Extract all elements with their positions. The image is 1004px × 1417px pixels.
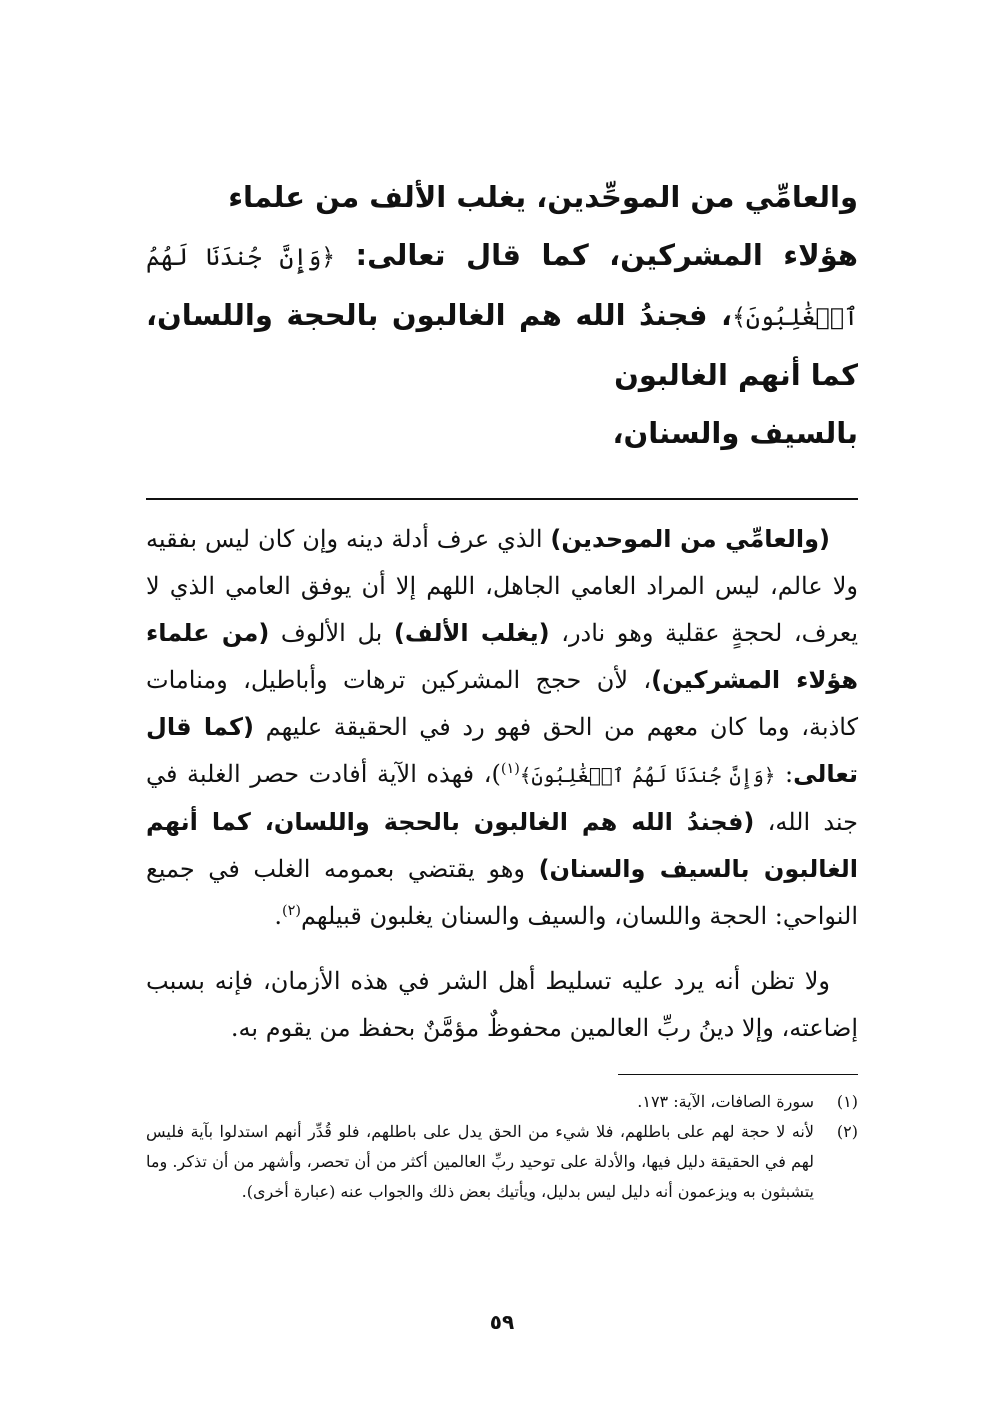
footnote-text: لأنه لا حجة لهم على باطلهم، فلا شيء من الحق يدل على باطلهم، فلو قُدِّر أنهم استدلوا بآية فليس لهم في الحقيقة دليل فيها، والأدلة على توحيد ربِّ العالمين أكثر من أن تحصر، وأشهر من أن تذكر. وما يتشبثون به ويزعمون أنه دليل ليس بدليل، ويأتيك بعض ذلك والجواب عنه (عبارة أخرى).: [146, 1122, 814, 1201]
page-body: [146, 168, 858, 1207]
quoted-phrase: (من علماء هؤلاء المشركين): [146, 619, 859, 694]
footnote-1: [146, 1087, 858, 1117]
footnote-text: سورة الصافات، الآية: ١٧٣.: [637, 1092, 814, 1111]
quran-verse: ﴿وَإِنَّ جُندَنَا لَهُمُ ٱلۡغَٰلِبُونَ﴾: [519, 764, 776, 787]
section-divider: [146, 498, 858, 500]
main-text: [146, 168, 858, 462]
commentary-paragraph-2: ولا تظن أنه يرد عليه تسليط أهل الشر في هذه الأزمان، فإنه بسبب إضاعته، وإلا دينُ ربِّ العالمين محفوظٌ مؤمَّنٌ بحفظ من يقوم به.: [146, 967, 858, 1042]
quran-verse: ﴿وَإِنَّ جُندَنَا لَهُمُ ٱلۡغَٰلِبُونَ﴾: [146, 243, 858, 331]
main-text-line-2: هؤلاء المشركين، كما قال تعالى: ﴿وَإِنَّ جُندَنَا لَهُمُ ٱلۡغَٰلِبُونَ﴾، فجندُ الله هم الغالبون بالحجة واللسان، كما أنهم الغالبون: [146, 238, 858, 392]
quoted-phrase: (يغلب الألف): [393, 619, 550, 647]
footnote-marker-1[interactable]: (١): [500, 761, 520, 777]
footnote-divider: [618, 1074, 858, 1075]
main-text-line-1: والعامِّي من الموحِّدين، يغلب الألف من علماء: [228, 180, 858, 214]
footnote-number: (٢): [836, 1122, 858, 1141]
quoted-phrase: (فجندُ الله هم الغالبون بالحجة واللسان، كما أنهم الغالبون بالسيف والسنان): [146, 808, 858, 883]
footnote-number: (١): [836, 1092, 858, 1111]
quoted-phrase: (والعامِّي من الموحدين): [550, 525, 830, 553]
footnote-marker-2[interactable]: (٢): [281, 903, 301, 919]
footnotes: [146, 1087, 858, 1207]
commentary-paragraph-1: (والعامِّي من الموحدين) الذي عرف أدلة دينه وإن كان ليس بفقيه ولا عالم، ليس المراد العامي الجاهل، اللهم إلا أن يوفق العامي الذي لا يعرف، لحجةٍ عقلية وهو نادر، (يغلب الألف) بل الألوف (من علماء هؤلاء المشركين)، لأن حجج المشركين ترهات وأباطيل، ومنامات كاذبة، وما كان معهم من الحق فهو رد في الحقيقة عليهم (كما قال تعالى: ﴿وَإِنَّ جُندَنَا لَهُمُ ٱلۡغَٰلِبُونَ﴾$^{(١)}$)، فهذه الآية أفادت حصر الغلبة في جند الله، (فجندُ الله هم الغالبون بالحجة واللسان، كما أنهم الغالبون بالسيف والسنان) وهو يقتضي بعمومه الغلب في جميع النواحي: الحجة واللسان، والسيف والسنان يغلبون قبيلهم$^{(٢)}$.: [146, 525, 859, 930]
main-text-line-4: بالسيف والسنان،: [612, 416, 858, 450]
page-number: ٥٩: [489, 1310, 515, 1334]
quoted-phrase: (كما قال تعالى: [146, 713, 858, 788]
footnote-2: [146, 1117, 858, 1207]
commentary: [146, 516, 858, 1052]
